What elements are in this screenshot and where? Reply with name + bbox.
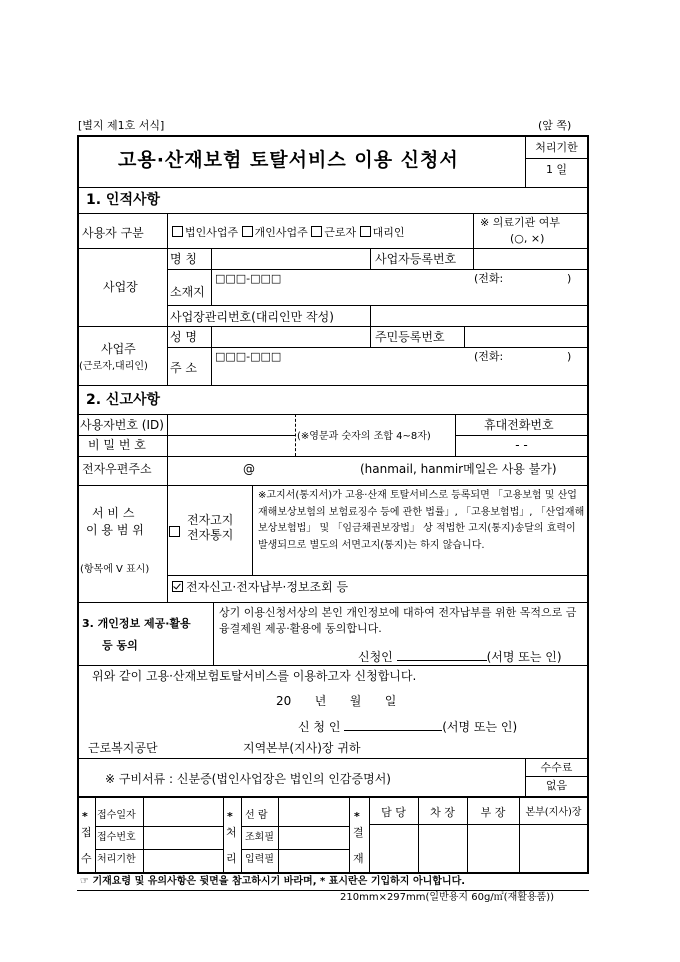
employer-sublabel: (근로자,대리인) xyxy=(79,361,148,372)
processing-char-2: 리 xyxy=(226,852,237,865)
mgmt-no-label: 사업장관리번호(대리인만 작성) xyxy=(170,310,334,324)
mobile-label: 휴대전화번호 xyxy=(484,418,554,432)
employer-name-label: 성 명 xyxy=(170,330,197,344)
service-label-1: 서 비 스 xyxy=(92,506,135,520)
user-type-label: 사용자 구분 xyxy=(82,226,144,240)
approval-char-1: 결 xyxy=(353,826,364,839)
business-reg-no-label: 사업자등록번호 xyxy=(375,252,457,266)
workplace-phone-close: ) xyxy=(567,272,572,285)
reception-row-number: 접수번호 xyxy=(97,832,136,843)
service-label-2: 이 용 범 위 xyxy=(86,523,144,537)
medical-institution-label: ※ 의료기관 여부 xyxy=(480,216,560,229)
mgmt-no-input[interactable] xyxy=(372,307,585,324)
reception-row-deadline: 처리기한 xyxy=(97,854,136,865)
form-number: [별지 제1호 서식] xyxy=(78,119,165,132)
page-title: 고용·산재보험 토탈서비스 이용 신청서 xyxy=(118,149,459,171)
consent-signature-line[interactable] xyxy=(397,648,487,661)
email-label: 전자우편주소 xyxy=(82,462,152,476)
paper-size: 210mm×297mm(일반용지 60g/㎡(재활용품)) xyxy=(340,892,555,903)
applicant-sign-note: (서명 또는 인) xyxy=(442,720,518,734)
applicant-line xyxy=(298,718,517,734)
required-documents: ※ 구비서류 : 신분증(법인사업장은 법인의 인감증명서) xyxy=(105,772,391,786)
employer-name-input[interactable] xyxy=(213,328,368,346)
employer-postal-code[interactable]: □□□-□□□ xyxy=(215,350,282,363)
checkbox-corporate[interactable]: 법인사업주 xyxy=(172,226,238,239)
e-notice-checkbox[interactable] xyxy=(169,521,182,540)
email-at-sign: @ xyxy=(243,462,255,476)
workplace-name-label: 명 칭 xyxy=(170,252,197,266)
processing-mark: * xyxy=(227,810,233,823)
e-notification-label: 전자통지 xyxy=(187,528,234,542)
declaration-text: 위와 같이 고용·산재보험토탈서비스를 이용하고자 신청합니다. xyxy=(92,669,417,683)
processing-period-value: 1 일 xyxy=(545,163,568,176)
processing-char-1: 처 xyxy=(226,826,237,839)
user-id-input[interactable] xyxy=(169,416,293,434)
page-side-label: (앞 쪽) xyxy=(538,119,572,132)
checkbox-agent[interactable]: 대리인 xyxy=(360,226,405,239)
applicant-signature-line[interactable] xyxy=(344,718,442,731)
date-line[interactable]: 20 년 월 일 xyxy=(276,694,397,708)
workplace-address-label: 소재지 xyxy=(170,285,205,299)
workplace-postal-code[interactable]: □□□-□□□ xyxy=(215,272,282,285)
resident-no-label: 주민등록번호 xyxy=(375,330,445,344)
approval-col-deputy: 차 장 xyxy=(430,806,455,819)
resident-no-input[interactable] xyxy=(466,328,585,346)
consent-applicant-label: 신청인 xyxy=(358,650,393,664)
employer-label: 사업주 xyxy=(101,342,136,356)
employer-phone-label: (전화: xyxy=(474,350,504,363)
section3-heading-2: 등 동의 xyxy=(102,639,138,652)
section3-heading-1: 3. 개인정보 제공·활용 xyxy=(82,617,191,630)
applicant-label: 신 청 인 xyxy=(298,720,341,734)
e-notice-label: 전자고지 xyxy=(187,513,234,527)
notice-text: ※고지서(통지서)가 고용·산재 토탈서비스로 등록되면 「고용보험 및 산업재해보상보험의 보험료징수 등에 관한 법률」, 「고용보험법」, 「산업재해보상보험법」 및 「임금채권보장법」 상 적법한 고지(통지)송달의 효력이 발생되므로 별도의 서면고지(통지)는 하지 않습니다. xyxy=(258,490,585,551)
employer-phone-close: ) xyxy=(567,350,572,363)
workplace-label: 사업장 xyxy=(103,280,138,294)
workplace-name-input[interactable] xyxy=(213,250,368,268)
consent-text: 상기 이용신청서상의 본인 개인정보에 대하여 전자납부를 위한 목적으로 금융결제원 제공·활용에 동의합니다. xyxy=(219,606,577,635)
business-reg-no-input[interactable] xyxy=(475,250,585,268)
checkbox-worker[interactable]: 근로자 xyxy=(311,226,356,239)
consent-applicant xyxy=(358,648,562,664)
user-id-note: (※영문과 숫자의 조합 4~8자) xyxy=(297,431,431,442)
processing-row-lookup: 조회필 xyxy=(245,832,274,843)
approval-col-manager: 부 장 xyxy=(480,806,506,819)
footer-note: ☞ 기재요령 및 유의사항은 뒷면을 참고하시기 바라며, * 표시란은 기입하지 아니합니다. xyxy=(80,876,466,887)
user-id-label: 사용자번호 (ID) xyxy=(80,418,164,432)
processing-period-label: 처리기한 xyxy=(535,141,578,154)
reception-row-date: 접수일자 xyxy=(97,810,136,821)
section2-heading: 2. 신고사항 xyxy=(86,392,161,408)
approval-char-2: 재 xyxy=(353,852,364,865)
user-type-options xyxy=(172,226,405,239)
approval-col-staff: 담 당 xyxy=(381,806,406,819)
e-report-option[interactable]: 전자신고·전자납부·정보조회 등 xyxy=(172,580,348,594)
reception-mark: * xyxy=(82,810,88,823)
section1-heading: 1. 인적사항 xyxy=(86,192,161,208)
fee-value: 없음 xyxy=(545,779,568,792)
employer-address-label: 주 소 xyxy=(170,361,197,375)
fee-label: 수수료 xyxy=(540,761,573,774)
reception-char-2: 수 xyxy=(81,852,92,865)
agency-name: 근로복지공단 xyxy=(88,741,158,755)
processing-row-review: 선 람 xyxy=(245,810,268,821)
mobile-input[interactable]: - - xyxy=(515,438,528,452)
workplace-phone-label: (전화: xyxy=(474,272,504,285)
password-label: 비 밀 번 호 xyxy=(88,438,146,452)
checkbox-individual[interactable]: 개인사업주 xyxy=(242,226,308,239)
service-check-note: (항목에 V 표시) xyxy=(80,564,150,575)
branch-addressee: 지역본부(지사)장 귀하 xyxy=(243,741,361,755)
email-local-input[interactable] xyxy=(169,458,239,482)
email-note: (hanmail, hanmir메일은 사용 불가) xyxy=(360,462,557,476)
processing-row-entry: 입력필 xyxy=(245,854,274,865)
medical-institution-options: (○, ×) xyxy=(510,232,545,245)
approval-col-head: 본부(지사)장 xyxy=(525,807,582,818)
password-input[interactable] xyxy=(169,437,293,455)
approval-mark: * xyxy=(354,810,360,823)
email-domain-input[interactable] xyxy=(258,458,353,482)
reception-char-1: 접 xyxy=(81,826,92,839)
consent-sign-note: (서명 또는 인) xyxy=(486,650,562,664)
